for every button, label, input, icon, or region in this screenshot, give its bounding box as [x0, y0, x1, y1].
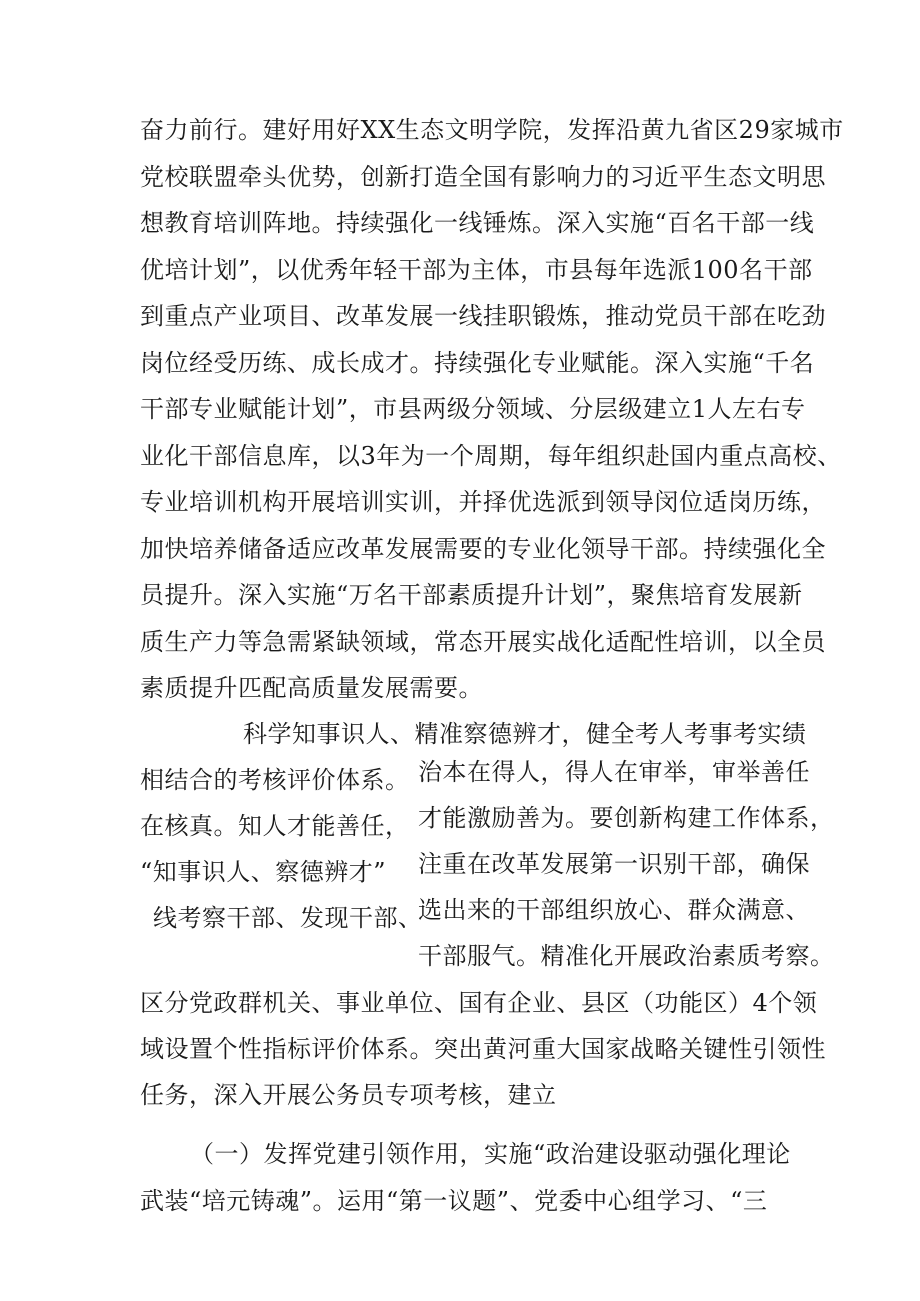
- text-line: 加快培养储备适应改革发展需要的专业化领导干部。持续强化全: [140, 535, 826, 563]
- text-line: 岗位经受历练、成长成才。持续强化专业赋能。深入实施“千名: [140, 349, 815, 377]
- text-line: 武装“培元铸魂”。运用“第一议题”、党委中心组学习、“三: [140, 1187, 768, 1215]
- left-column-line: “知事识人、察德辨才”: [140, 858, 387, 886]
- left-column-line: 相结合的考核评价体系。: [140, 766, 410, 794]
- right-column-line: 干部服气。精准化开展政治素质考察。: [418, 942, 835, 970]
- text-line: 质生产力等急需紧缺领域，常态开展实战化适配性培训，以全员: [140, 628, 826, 656]
- text-line: 区分党政群机关、事业单位、国有企业、县区（功能区）4个领: [140, 989, 818, 1017]
- text-line: 域设置个性指标评价体系。突出黄河重大国家战略关键性引领性: [140, 1035, 826, 1063]
- text-line: 到重点产业项目、改革发展一线挂职锻炼，推动党员干部在吃劲: [140, 302, 826, 330]
- text-line: 素质提升匹配高质量发展需要。: [140, 674, 483, 702]
- text-line: （一）发挥党建引领作用，实施“政治建设驱动强化理论: [190, 1140, 791, 1168]
- text-line: 任务，深入开展公务员专项考核，建立: [140, 1081, 557, 1109]
- text-line: 想教育培训阵地。持续强化一线锤炼。深入实施“百名干部一线: [140, 209, 815, 237]
- text-line: 干部专业赋能计划”，市县两级分领域、分层级建立1人左右专: [140, 395, 806, 423]
- left-column-line: 在核真。知人才能善任，: [140, 812, 410, 840]
- text-line: 科学知事识人、精准察德辨才，健全考人考事考实绩: [243, 720, 807, 748]
- left-column-line: 线考察干部、发现干部、: [153, 904, 423, 932]
- text-line: 员提升。深入实施“万名干部素质提升计划”，聚焦培育发展新: [140, 581, 803, 609]
- text-line: 奋力前行。建好用好XX生态文明学院，发挥沿黄九省区29家城市: [140, 116, 844, 144]
- right-column-line: 注重在改革发展第一识别干部，确保: [418, 850, 810, 878]
- right-column-line: 选出来的干部组织放心、群众满意、: [418, 896, 810, 924]
- right-column-line: 治本在得人，得人在审举，审举善任: [418, 758, 810, 786]
- right-column-line: 才能激励善为。要创新构建工作体系，: [418, 804, 835, 832]
- text-line: 专业培训机构开展培训实训，并择优选派到领导闵位适岗历练，: [140, 488, 826, 516]
- text-line: 优培计划”，以优秀年轻干部为主体，市县每年选派100名干部: [140, 256, 813, 284]
- text-line: 党校联盟牵头优势，创新打造全国有影响力的习近平生态文明思: [140, 163, 826, 191]
- text-line: 业化干部信息库，以3年为一个周期，每年组织赴国内重点高校、: [140, 442, 842, 470]
